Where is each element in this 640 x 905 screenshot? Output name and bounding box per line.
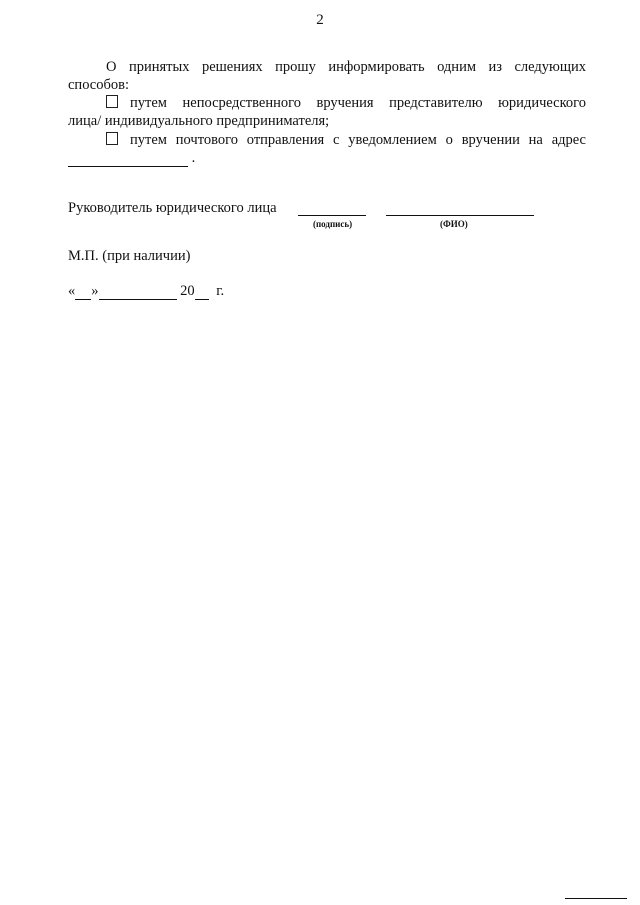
date-line: [68, 283, 224, 300]
day-field[interactable]: [75, 285, 91, 300]
signature-field[interactable]: [298, 215, 366, 216]
option-personal-delivery: [68, 94, 586, 130]
full-name-caption: (ФИО): [440, 219, 468, 229]
year-prefix: 20: [180, 283, 195, 299]
footer-rule: [565, 898, 627, 899]
date-close-quote: »: [91, 283, 99, 299]
option-1-line-1: путем непосредственного вручения представителю юридического: [130, 95, 586, 111]
year-suffix: г.: [216, 283, 225, 299]
address-field[interactable]: [68, 152, 188, 167]
stamp-label: М.П. (при наличии): [68, 248, 191, 264]
option-2-line-1: путем почтового отправления с уведомлением о вручении на адрес: [130, 132, 586, 148]
month-field[interactable]: [99, 285, 177, 300]
page-number: 2: [316, 12, 324, 28]
full-name-field[interactable]: [386, 215, 534, 216]
intro-line-2: способов:: [68, 77, 129, 93]
option-2-end: .: [191, 150, 196, 166]
signature-caption: (подпись): [313, 219, 353, 229]
option-1-line-2: лица/ индивидуального предпринимателя;: [68, 113, 330, 129]
option-personal-checkbox[interactable]: [106, 95, 118, 108]
signature-label: Руководитель юридического лица: [68, 200, 277, 216]
year-field[interactable]: [195, 285, 209, 300]
intro-line-1: О принятых решениях прошу информировать одним из следующих: [106, 59, 586, 75]
option-postal-checkbox[interactable]: [106, 132, 118, 145]
date-open-quote: «: [68, 283, 76, 299]
inform-intro: [68, 58, 586, 94]
option-postal-delivery: [68, 131, 586, 167]
